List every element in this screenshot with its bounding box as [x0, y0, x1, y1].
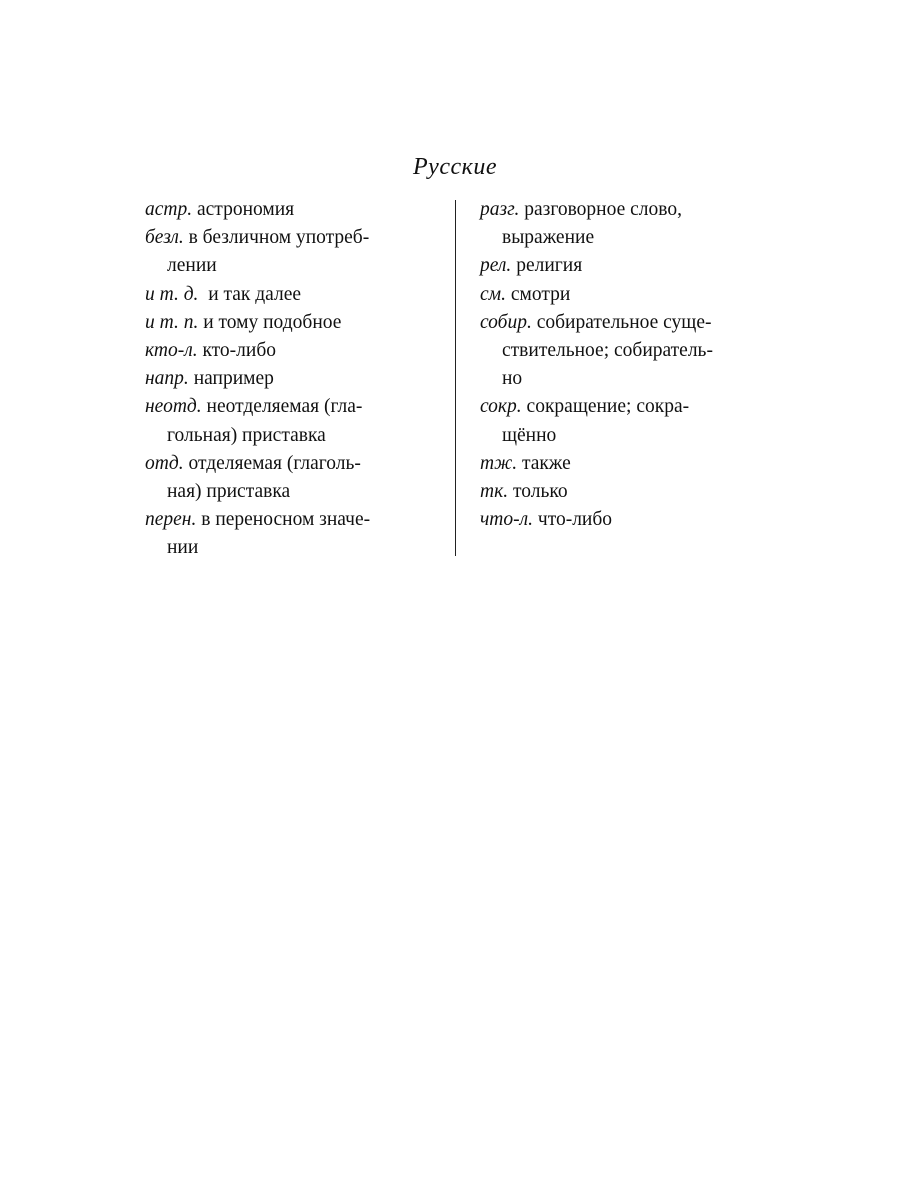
abbreviation-meaning: сокращение; сокра- — [526, 396, 690, 418]
abbreviation-entry — [480, 506, 780, 534]
abbreviation: неотд. — [145, 396, 202, 418]
abbreviation: собир. — [480, 311, 532, 333]
abbreviation-entry — [145, 309, 435, 337]
abbreviation-entry — [145, 337, 435, 365]
abbreviation-meaning: что-либо — [537, 509, 613, 531]
abbreviation: что-л. — [480, 509, 534, 531]
abbreviation: астр. — [145, 199, 193, 220]
abbreviation: и т. п. — [145, 311, 199, 333]
abbreviation-list-left — [145, 196, 435, 563]
abbreviation-entry — [145, 365, 435, 393]
abbreviation: разг. — [480, 199, 520, 220]
abbreviation: отд. — [145, 452, 184, 474]
abbreviation-entry — [480, 450, 780, 478]
abbreviation: рел. — [480, 255, 512, 277]
abbreviation-entry — [145, 196, 435, 224]
abbreviation-entry — [480, 393, 780, 449]
abbreviation-meaning-continued: выражение — [502, 227, 595, 249]
abbreviation-entry — [145, 224, 435, 280]
abbreviation-meaning-continued: гольная) приставка — [167, 424, 326, 446]
abbreviation-meaning: также — [521, 452, 571, 474]
abbreviation-meaning: религия — [516, 255, 583, 277]
abbreviation-meaning: например — [193, 368, 274, 390]
abbreviation: тж. — [480, 452, 518, 474]
abbreviation-entry — [145, 393, 435, 449]
abbreviation-entry — [480, 478, 780, 506]
abbreviation-meaning-continued: ствительное; собиратель- но — [502, 340, 713, 390]
abbreviation: тк. — [480, 481, 509, 503]
abbreviation-entry — [145, 281, 435, 309]
abbreviation-meaning: и так далее — [203, 283, 302, 305]
abbreviation-meaning: астрономия — [197, 199, 295, 220]
abbreviation: напр. — [145, 368, 189, 390]
abbreviation-entry — [480, 252, 780, 280]
abbreviation-meaning: отделяемая (глаголь- — [188, 452, 361, 474]
abbreviation-meaning: в переносном значе- — [201, 509, 371, 531]
abbreviation: перен. — [145, 509, 197, 531]
abbreviation-meaning-continued: щённо — [502, 424, 557, 446]
abbreviation-entry — [145, 450, 435, 506]
abbreviation: сокр. — [480, 396, 522, 418]
abbreviation-entry — [480, 281, 780, 309]
abbreviation-meaning: собирательное суще- — [536, 311, 712, 333]
abbreviation-entry — [145, 506, 435, 562]
abbreviation-meaning-continued: ная) приставка — [167, 481, 291, 503]
abbreviation: безл. — [145, 227, 184, 249]
abbreviation-list-right — [480, 196, 780, 534]
abbreviation-meaning-continued: нии — [167, 537, 199, 559]
column-divider — [455, 200, 456, 556]
abbreviation-entry — [480, 196, 780, 252]
abbreviation-meaning: смотри — [510, 283, 571, 305]
abbreviation-meaning-continued: лении — [167, 255, 217, 277]
abbreviation: кто-л. — [145, 340, 198, 362]
abbreviation-meaning: и тому подобное — [203, 311, 342, 333]
abbreviation-meaning: только — [512, 481, 568, 503]
abbreviation-entry — [480, 309, 780, 394]
abbreviation: и т. д. — [145, 283, 199, 305]
abbreviation-meaning: неотделяемая (гла- — [206, 396, 363, 418]
abbreviation-meaning: кто-либо — [202, 340, 277, 362]
abbreviation-meaning: в безличном употреб- — [188, 227, 370, 249]
abbreviation-meaning: разговорное слово, — [524, 199, 682, 220]
page-title: Русские — [413, 154, 497, 180]
abbreviation: см. — [480, 283, 506, 305]
